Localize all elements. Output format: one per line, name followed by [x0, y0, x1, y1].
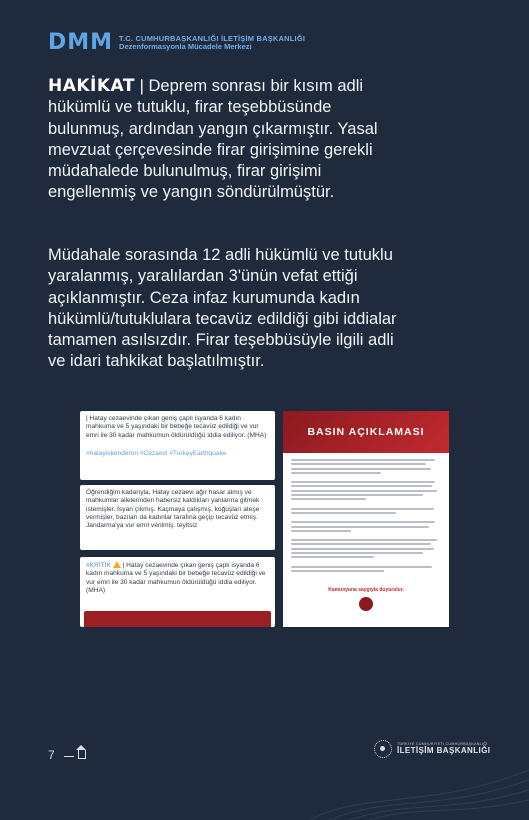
press-release-slogan: Kamuoyuna saygıyla duyurulur.	[328, 587, 404, 593]
dmm-logo: DMM	[48, 30, 114, 55]
header	[48, 30, 305, 55]
brand-line-2: İLETİŞİM BAŞKANLIĞI	[397, 745, 491, 755]
social-post-2	[80, 485, 275, 550]
brand-line-1: TÜRKİYE CUMHURİYETİ CUMHURBAŞKANLIĞI	[397, 741, 488, 746]
press-release-body	[283, 453, 449, 580]
paragraph-1-text: Deprem sonrası bir kısım adli hükümlü ve tutuklu, firar teşebbüsünde bulunmuş, ardından yangın çıkarmıştır. Yasal mevzuat çerçevesinde firar girişimine gerekli müdahalede bulunulmuş, firar girişimi engellenmiş ve yangın söndürülmüştür.	[48, 77, 378, 202]
footer-divider	[64, 756, 74, 757]
decorative-wave-lines	[309, 750, 529, 820]
organization-name	[119, 35, 305, 51]
kritik-tag: #KRİTİK	[86, 562, 111, 569]
press-release-footer	[283, 587, 449, 617]
home-icon[interactable]	[78, 750, 86, 759]
page-number: 7	[48, 748, 55, 762]
post-text: | Hatay cezaevinde çıkan geniş çaplı isyanda 6 kadın mahkuma ve 5 yaşındaki bir bebeğe tecavüz edildiği ve vur emri ile 30 kadar mahkumun öldürüldüğü iddia ediliyor. (MHA)	[86, 415, 267, 439]
post-text: Öğrendiğim kadarıyla, Hatay cezaevi ağır hasar almış ve mahkumlar ailelerinden habersiz kaldıkları yanlarına gitmek istemişler. İsyan çıkmış. Kaçmaya çalışmış, koğuşları ateşe vermişler, bazıları da kadınlar tarafına geçip tecavüz etmiş. Jandarma'ya vur emri verilmiş. teyitsiz	[86, 489, 260, 530]
press-release-header	[283, 411, 449, 453]
post-text-wrapper	[86, 561, 269, 595]
org-line-1: T.C. CUMHURBAŞKANLIĞI İLETİŞİM BAŞKANLIĞI	[119, 33, 306, 43]
press-release-org	[283, 613, 449, 617]
post-hashtags: #hatayiskenderun #Cezaevi #TurkeyEarthquake	[86, 449, 227, 457]
social-post-3	[80, 557, 275, 627]
article-paragraph-2: Müdahale sorasında 12 adli hükümlü ve tutuklu yaralanmış, yaralılardan 3'ünün vefat ettiği açıklanmıştır. Ceza infaz kurumunda kadın hükümlü/tutuklulara tecavüz edildiği gibi iddialar tamamen asılsızdır. Firar teşebbüsüyle ilgili adli ve idari tahkikat başlatılmıştır.	[48, 246, 397, 371]
post-text: | Hatay cezaevinde çıkan geniş çaplı isyanda 6 kadın mahkuma ve 5 yaşındaki bir bebeğe tecavüz edildiği ve vur emri ile 30 kadar mahkumun öldürüldüğü iddia ediliyor. (MHA)	[86, 562, 266, 594]
article-paragraph-1	[48, 76, 408, 204]
press-release-image	[283, 411, 449, 627]
post-image-preview	[84, 611, 271, 627]
org-line-2: Dezenformasyonla Mücadele Merkezi	[119, 41, 252, 51]
hakikat-label: HAKİKAT	[48, 76, 135, 96]
ministry-emblem-icon	[359, 597, 373, 611]
press-release-title: BASIN AÇIKLAMASI	[307, 426, 425, 438]
warning-icon	[113, 561, 121, 568]
social-post-1	[80, 411, 275, 480]
label-separator: |	[139, 77, 144, 95]
